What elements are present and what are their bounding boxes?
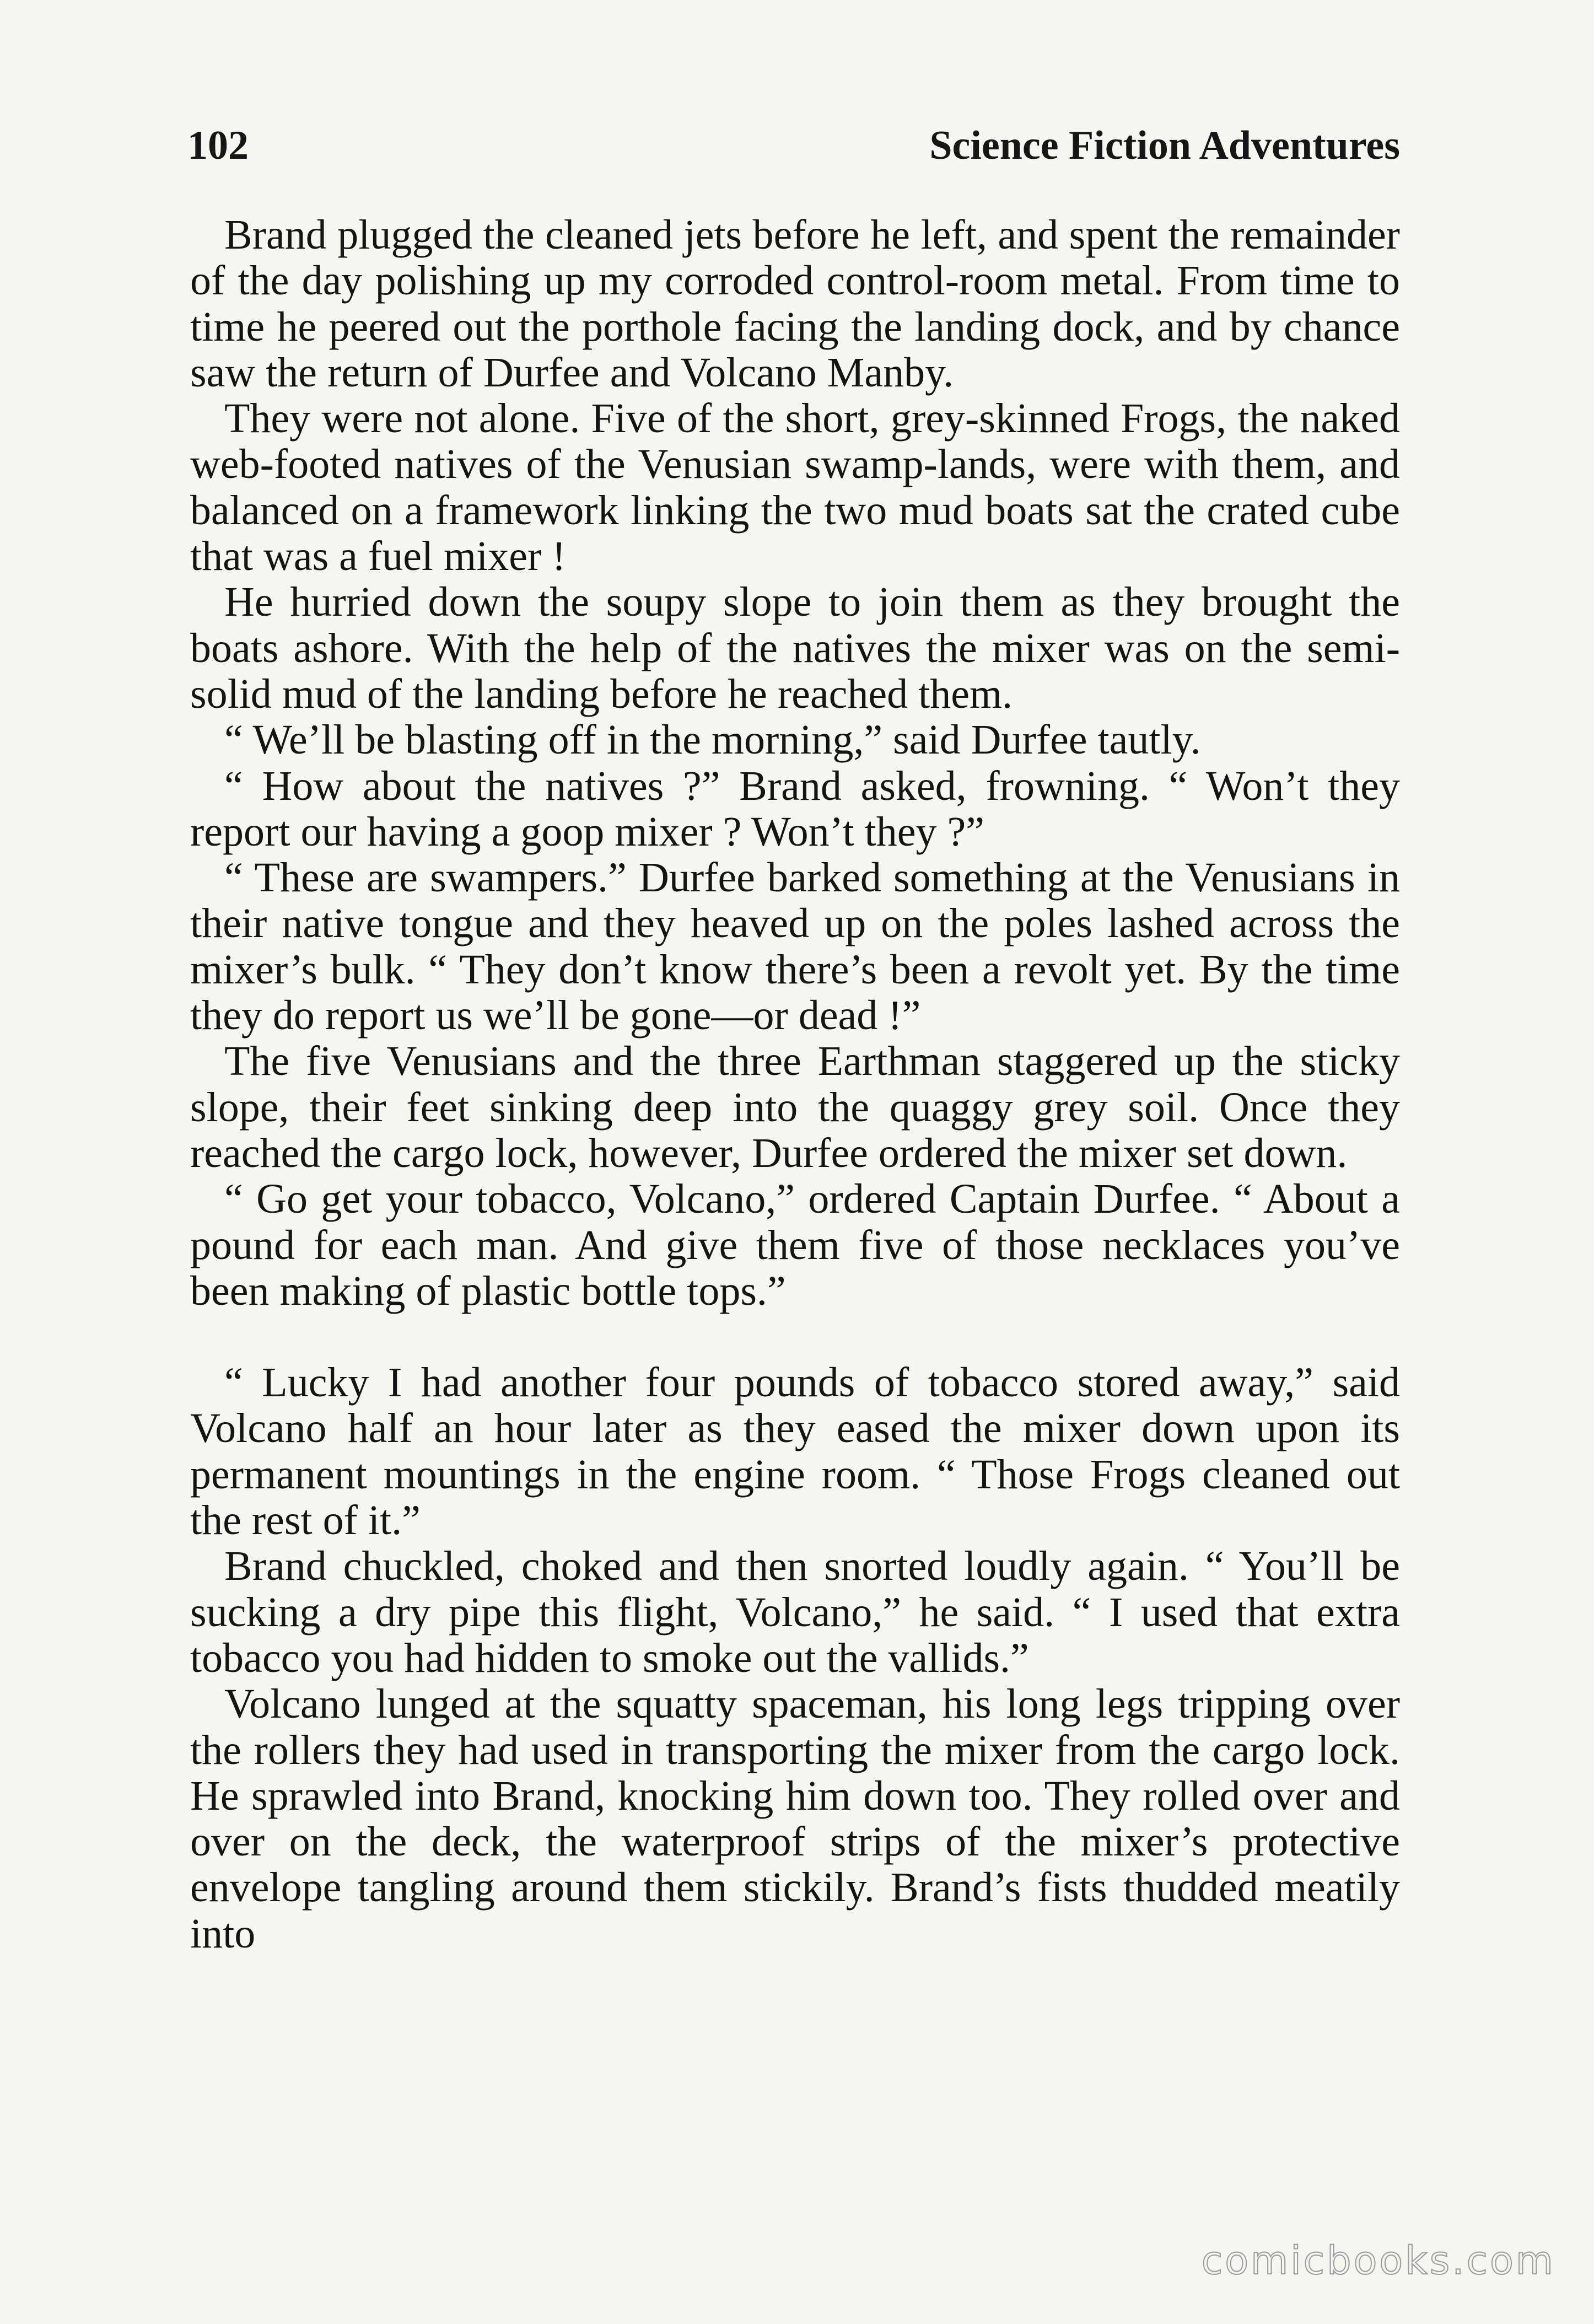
paragraph-9: “ Lucky I had another four pounds of tobacco stored away,” said Volcano half an hour later as they eased the mixer down upon its permanent mountings in the engine room. “ Those Frogs cleaned out the rest of it.”: [190, 1359, 1400, 1544]
paragraph-8: “ Go get your tobacco, Volcano,” ordered Captain Durfee. “ About a pound for each man. And give them five of those necklaces you’ve been making of plastic bottle tops.”: [190, 1176, 1400, 1314]
paragraph-4: “ We’ll be blasting off in the morning,” said Durfee tautly.: [224, 717, 1201, 763]
paragraph-11: Volcano lunged at the squatty spaceman, his long legs tripping over the rollers they had used in transporting the mixer from the cargo lock. He sprawled into Brand, knocking him down too. They rolled over and over on the deck, the waterproof strips of the mixer’s protective envelope tangling around them stickily. Brand’s fists thudded meatily into: [190, 1681, 1400, 1957]
paragraph-3: He hurried down the soupy slope to join them as they brought the boats ashore. With the help of the natives the mixer was on the semi-solid mud of the landing before he reached them.: [190, 579, 1400, 717]
watermark: comicbooks.com: [1201, 2238, 1555, 2283]
page-number: 102: [187, 123, 249, 168]
paragraph-10: Brand chuckled, choked and then snorted loudly again. “ You’ll be sucking a dry pipe this flight, Volcano,” he said. “ I used that extra tobacco you had hidden to smoke out the vallids.”: [190, 1543, 1400, 1681]
paragraph-2: They were not alone. Five of the short, grey-skinned Frogs, the naked web-footed natives of the Venusian swamp-lands, were with them, and balanced on a framework linking the two mud boats sat the crated cube that was a fuel mixer !: [190, 395, 1400, 580]
paragraph-5: “ How about the natives ?” Brand asked, frowning. “ Won’t they report our having a goop mixer ? Won’t they ?”: [190, 762, 1400, 855]
paragraph-1: Brand plugged the cleaned jets before he left, and spent the remainder of the day polishing up my corroded control-room metal. From time to time he peered out the porthole facing the landing dock, and by chance saw the return of Durfee and Volcano Manby.: [190, 212, 1400, 396]
paragraph-7: The five Venusians and the three Earthman staggered up the sticky slope, their feet sinking deep into the quaggy grey soil. Once they reached the cargo lock, however, Durfee ordered the mixer set down.: [190, 1038, 1400, 1176]
body-text: [190, 212, 1400, 1957]
running-title: Science Fiction Adventures: [929, 123, 1400, 168]
page-header: [187, 122, 1400, 189]
paragraph-6: “ These are swampers.” Durfee barked something at the Venusians in their native tongue and they heaved up on the poles lashed across the mixer’s bulk. “ They don’t know there’s been a revolt yet. By the time they do report us we’ll be gone—or dead !”: [190, 854, 1400, 1039]
